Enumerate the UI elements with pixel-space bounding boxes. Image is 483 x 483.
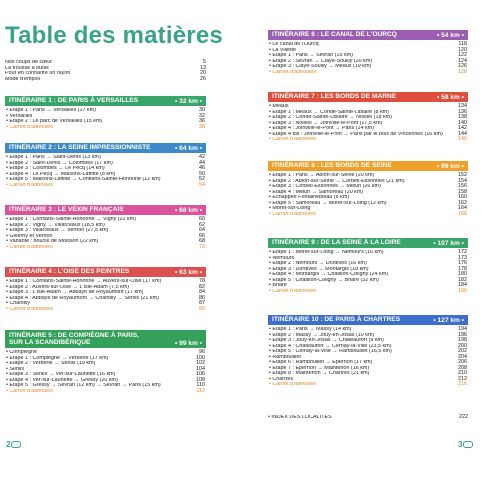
list-item[interactable]: • Étape 5 : Châtillon-Coligny → Briare (32 km) 182 bbox=[269, 276, 467, 283]
address-book-link[interactable]: • Carnet d'adresses 186 bbox=[269, 287, 467, 294]
itinerary-distance: • 99 km • bbox=[175, 339, 202, 347]
list-item[interactable]: • Moret-sur-Loing 164 bbox=[269, 205, 467, 211]
page-title: Table des matières bbox=[5, 22, 223, 49]
list-item[interactable]: • Étape 4 : Montargis → Châtillon-Coligny (24 km) 180 bbox=[269, 271, 467, 277]
itinerary-distance: • 63 km • bbox=[175, 268, 202, 276]
list-item[interactable]: • Senlis 104 bbox=[6, 365, 205, 372]
list-item[interactable]: • Rambouillet 204 bbox=[269, 353, 467, 360]
itinerary-distance: • 54 km • bbox=[437, 31, 464, 39]
index-entry[interactable]: • INDEX DES LOCALITÉS 222 bbox=[268, 414, 468, 420]
itinerary-section bbox=[268, 161, 468, 217]
itinerary-section bbox=[5, 96, 206, 130]
list-item[interactable]: • Étape 1 : Paris → Ablon-sur-Seine (20 km) 152 bbox=[269, 172, 467, 178]
list-item[interactable]: • Étape 2 : Auvers-sur-Oise → L'Isle-Adam (7,5 km) 82 bbox=[6, 283, 205, 290]
itinerary-banner[interactable] bbox=[268, 315, 468, 325]
itinerary-banner[interactable] bbox=[5, 330, 206, 348]
itinerary-section bbox=[5, 330, 206, 394]
list-item[interactable]: • Étape 1 : Conflans-Sainte-Honorine → Auvers-sur-Oise (17 km) 78 bbox=[6, 278, 205, 284]
list-item[interactable]: • Étape 2 : Nemours → Dordives (16 km) 176 bbox=[269, 260, 467, 266]
list-item[interactable]: • Étape 4 : Châteaufort → Cernay-la-Ville (23,5 km) 200 bbox=[269, 342, 467, 349]
list-item[interactable]: • Briare 184 bbox=[269, 282, 467, 288]
list-item[interactable]: • Étape 4 : Melun → Samoreau (20 km) 158 bbox=[269, 188, 467, 195]
itinerary-distance: • 99 km • bbox=[437, 162, 464, 170]
list-item[interactable]: Nos coups de cœur 5 bbox=[5, 59, 206, 65]
list-item[interactable]: • Étape 3 : Jouy-en-Josas → Châteaufort (9 km) 198 bbox=[269, 337, 467, 343]
list-item[interactable]: • Étape 2 : Saint-Denis → Colombes (17 km) 44 bbox=[6, 159, 205, 166]
list-item[interactable]: • La Villette 120 bbox=[269, 46, 467, 53]
itinerary-title: ITINÉRAIRE 7 : LES BORDS DE MARNE bbox=[272, 93, 397, 101]
page-number-right: 3 bbox=[458, 440, 473, 449]
list-item[interactable]: La trousse à outils 13 bbox=[5, 64, 206, 71]
list-item[interactable]: • Étape 3 : Colombes → Le Pecq (14 km) 46 bbox=[6, 165, 205, 171]
list-item[interactable]: • Giverny et Vernon 66 bbox=[6, 232, 205, 239]
itinerary-distance: • 32 km • bbox=[175, 97, 202, 105]
itinerary-section bbox=[268, 30, 468, 75]
address-book-link[interactable]: • Carnet d'adresses 216 bbox=[269, 381, 467, 387]
list-item[interactable]: • Étape 1 : Compiègne → Verberie (17 km) 100 bbox=[6, 354, 205, 361]
list-item[interactable]: • Étape 4 bis : Joinville-le-Pont → Paris par le bois de Vincennes (16 km) 144 bbox=[269, 130, 467, 137]
list-item[interactable]: • Étape 2 : Vigny → Villarceaux (18,5 km) 62 bbox=[6, 221, 205, 228]
itinerary-banner[interactable] bbox=[268, 238, 468, 248]
list-item[interactable]: • Étape 2 : Condé-Sainte-Libiaire → Noisiel (18 km) 138 bbox=[269, 114, 467, 120]
list-item[interactable]: • Nemours 173 bbox=[269, 254, 467, 261]
itinerary-title: ITINÉRAIRE 6 : LE CANAL DE L'OURCQ bbox=[272, 31, 397, 39]
itinerary-section bbox=[268, 238, 468, 294]
list-item[interactable]: • Chantilly 87 bbox=[6, 300, 205, 306]
itinerary-section bbox=[5, 205, 206, 250]
itinerary-section bbox=[268, 92, 468, 143]
list-item[interactable]: • Étape 6 : Rambouillet → Épernon (17 km) 206 bbox=[269, 359, 467, 365]
list-item[interactable]: • Étape 2 : Ablon-sur-Seine → Corbeil-Essonnes (21 km) 154 bbox=[269, 177, 467, 184]
list-item[interactable]: • Étape 5 : Samoreau → Moret-sur-Loing (12 km) 162 bbox=[269, 199, 467, 206]
itinerary-distance: • 107 km • bbox=[433, 239, 464, 247]
itinerary-distance: • 68 km • bbox=[175, 206, 202, 214]
itinerary-title: ITINÉRAIRE 5 : DE COMPIÈGNE À PARIS, bbox=[9, 331, 139, 339]
list-item[interactable]: • Étape 1 : Paris → Massy (14 km) 194 bbox=[269, 326, 467, 332]
itinerary-banner[interactable] bbox=[268, 92, 468, 102]
list-item[interactable]: • Étape 5 : Gressy → Sevran (12 km) → Sevran → Paris (15 km) 110 bbox=[6, 382, 205, 388]
list-item[interactable]: • Étape 2 : Massy → Jouy-en-Josas (10 km) 196 bbox=[269, 331, 467, 338]
itinerary-section bbox=[5, 143, 206, 188]
address-book-link[interactable]: • Carnet d'adresses 90 bbox=[6, 305, 205, 312]
address-book-link[interactable]: • Carnet d'adresses 128 bbox=[269, 68, 467, 75]
list-item[interactable]: • Étape 2 : Le parc de Versailles (15 km) 36 bbox=[6, 118, 205, 124]
address-book-link[interactable]: • Carnet d'adresses 72 bbox=[6, 243, 205, 250]
list-item[interactable]: • Compiègne 96 bbox=[6, 349, 205, 355]
itinerary-banner[interactable] bbox=[268, 161, 468, 171]
list-item[interactable]: • Étape 4 : Ver-sur-Launette → Gressy (20 km) 108 bbox=[6, 376, 205, 383]
list-item[interactable]: • Étape 3 : L'Isle-Adam → Abbaye de Royaumont (17 km) 84 bbox=[6, 289, 205, 295]
list-item[interactable]: • Versailles 32 bbox=[6, 112, 205, 119]
list-item[interactable]: Mode d'emploi 26 bbox=[5, 75, 206, 82]
list-item[interactable]: • Variante : boucle de Moisson (22 km) 68 bbox=[6, 238, 205, 244]
list-item[interactable]: • Étape 3 : Villarceaux → Vernon (27,5 km) 64 bbox=[6, 227, 205, 233]
list-item[interactable]: • Étape 8 : Maintenon → Chartres (21 km) 210 bbox=[269, 370, 467, 376]
list-item[interactable]: • Étape 1 : Meaux → Condé-Sainte-Libiaire (8 km) 136 bbox=[269, 108, 467, 115]
list-item[interactable]: • Étape 4 : Le Pecq → Maisons-Laffitte (8 km) 50 bbox=[6, 170, 205, 177]
list-item[interactable]: • Étape 1 : Moret-sur-Loing → Nemours (16 km) 172 bbox=[269, 249, 467, 255]
bike-icon bbox=[11, 441, 21, 448]
itinerary-title: SUR LA SCANDIBÉRIQUE bbox=[9, 338, 91, 346]
list-item[interactable]: • Étape 4 : Abbaye de Royaumont → Chantilly → Senlis (21 km) 86 bbox=[6, 294, 205, 301]
itinerary-distance: • 127 km • bbox=[433, 316, 464, 324]
itinerary-title: ITINÉRAIRE 10 : DE PARIS À CHARTRES bbox=[272, 316, 401, 324]
itinerary-banner[interactable] bbox=[5, 96, 206, 106]
list-item[interactable]: • Étape 4 : Joinville-le-Pont → Paris (14 km) 142 bbox=[269, 125, 467, 131]
list-item[interactable]: • Étape 3 : Dordives → Montargis (18 km) 178 bbox=[269, 265, 467, 272]
list-item[interactable]: • Étape 1 : Paris → Versailles (17 km) 30 bbox=[6, 107, 205, 113]
list-item[interactable]: • Meaux 134 bbox=[269, 103, 467, 109]
itinerary-banner[interactable] bbox=[268, 30, 468, 40]
itinerary-section bbox=[268, 315, 468, 388]
list-item[interactable]: • Étape 1 : Paris → Saint-Denis (13 km) 42 bbox=[6, 154, 205, 160]
list-item[interactable]: • Étape 5 : Cernay-la-Ville → Rambouillet (16,5 km) 202 bbox=[269, 348, 467, 354]
list-item[interactable]: • Étape 3 : Corbeil-Essonnes → Melun (26 km) 156 bbox=[269, 183, 467, 189]
address-book-link[interactable]: • Carnet d'adresses 54 bbox=[6, 181, 205, 188]
list-item[interactable]: • Étape 1 : Conflans-Sainte-Honorine → Vigny (22 km) 60 bbox=[6, 216, 205, 222]
itinerary-title: ITINÉRAIRE 8 : LES BORDS DE SEINE bbox=[272, 162, 392, 170]
itinerary-distance: • 58 km • bbox=[437, 93, 464, 101]
bike-icon bbox=[463, 441, 473, 448]
list-item[interactable]: • Étape 3 : Noisiel → Joinville-le-Pont (17,5 km) 140 bbox=[269, 119, 467, 126]
address-book-link[interactable]: • Carnet d'adresses 166 bbox=[269, 210, 467, 217]
itinerary-title: ITINÉRAIRE 1 : DE PARIS À VERSAILLES bbox=[9, 97, 139, 105]
list-item[interactable]: • Étape 7 : Épernon → Maintenon (16 km) 208 bbox=[269, 364, 467, 371]
list-item[interactable]: • Étape 3 : Senlis → Ver-sur-Launette (16 km) 106 bbox=[6, 371, 205, 377]
itinerary-distance: • 64 km • bbox=[175, 144, 202, 152]
list-item[interactable]: Pour en connaître un rayon 20 bbox=[5, 70, 206, 76]
list-item[interactable]: • Étape 3 : Claye-Souilly → Meaux (19 km) 126 bbox=[269, 63, 467, 69]
list-item[interactable]: • Étape 5 : Maisons-Laffitte → Conflans-Sainte-Honorine (12 km) 52 bbox=[6, 176, 205, 182]
list-item[interactable]: • Le canal de l'Ourcq 118 bbox=[269, 41, 467, 47]
list-item[interactable]: • Étape 2 : Sevran → Claye-Souilly (20 km) 124 bbox=[269, 57, 467, 64]
itinerary-banner[interactable] bbox=[5, 267, 206, 277]
list-item[interactable]: • Chartres 212 bbox=[269, 375, 467, 382]
itinerary-section bbox=[5, 267, 206, 312]
itinerary-banner[interactable] bbox=[5, 143, 206, 153]
address-book-link[interactable]: • Carnet d'adresses 146 bbox=[269, 136, 467, 142]
address-book-link[interactable]: • Carnet d'adresses 112 bbox=[6, 387, 205, 394]
itinerary-banner[interactable] bbox=[5, 205, 206, 215]
address-book-link[interactable]: • Carnet d'adresses 38 bbox=[6, 123, 205, 130]
list-item[interactable]: • Étape 1 : Paris → Sevran (15 km) 122 bbox=[269, 52, 467, 58]
itinerary-title: ITINÉRAIRE 3 : LE VEXIN FRANÇAIS bbox=[9, 206, 124, 214]
itinerary-title: ITINÉRAIRE 2 : LA SEINE IMPRESSIONNISTE bbox=[9, 144, 151, 152]
itinerary-title: ITINÉRAIRE 4 : L'OISE DES PEINTRES bbox=[9, 268, 130, 276]
itinerary-title: ITINÉRAIRE 9 : DE LA SEINE À LA LOIRE bbox=[272, 239, 401, 247]
list-item[interactable]: • Étape 2 : Verberie → Senlis (19 km) 102 bbox=[6, 360, 205, 366]
list-item[interactable]: • Échappée Fontainebleau (6 km) 160 bbox=[269, 194, 467, 200]
page-number-left: 2 bbox=[6, 440, 21, 449]
intro-list bbox=[5, 60, 206, 82]
